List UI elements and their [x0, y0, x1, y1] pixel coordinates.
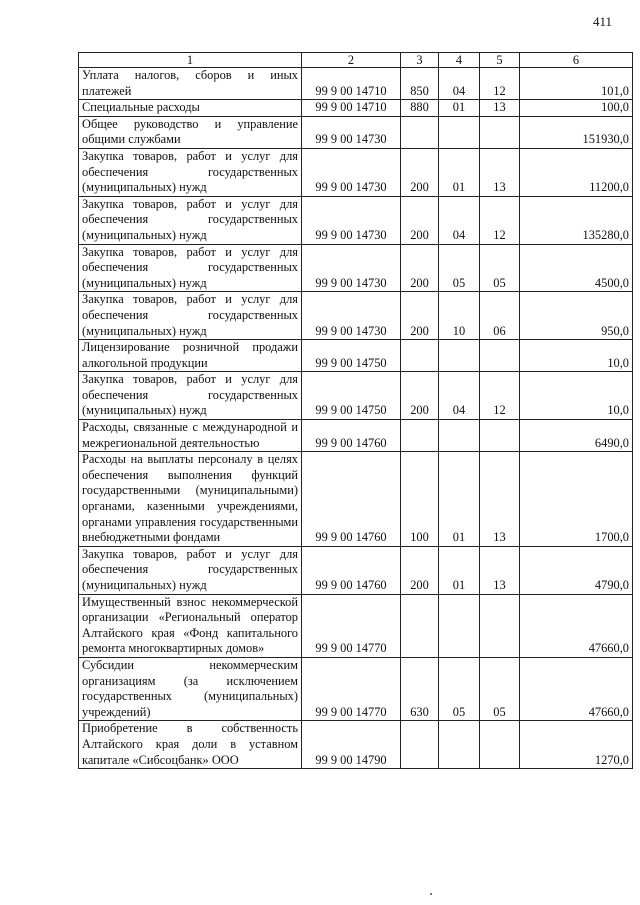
row-amount: 1700,0	[520, 452, 633, 547]
table-row	[79, 148, 633, 196]
row-amount: 6490,0	[520, 420, 633, 452]
row-amount: 151930,0	[520, 116, 633, 148]
header-col-4: 4	[439, 53, 480, 68]
row-expense-type: 100	[401, 452, 439, 547]
row-subsection	[480, 721, 520, 769]
row-name: Общее руководство и управление общими службами	[79, 116, 302, 148]
row-amount: 4500,0	[520, 244, 633, 292]
table-row	[79, 420, 633, 452]
table-row	[79, 116, 633, 148]
page-number: 411	[592, 14, 612, 29]
row-amount: 4790,0	[520, 546, 633, 594]
row-expense-type: 880	[401, 100, 439, 117]
row-section: 10	[439, 292, 480, 340]
row-expense-type: 200	[401, 292, 439, 340]
row-expense-type	[401, 420, 439, 452]
table-row	[79, 196, 633, 244]
row-expense-type: 200	[401, 372, 439, 420]
row-name: Имущественный взнос некоммерческой организации «Региональный оператор Алтайского края «Фонд капитального ремонта многоквартирных домов»	[79, 594, 302, 657]
table-row	[79, 372, 633, 420]
row-name: Закупка товаров, работ и услуг для обеспечения государственных (муниципальных) нужд	[79, 372, 302, 420]
header-col-6: 6	[520, 53, 633, 68]
header-col-5: 5	[480, 53, 520, 68]
table-row	[79, 594, 633, 657]
table-row	[79, 68, 633, 100]
row-section: 05	[439, 244, 480, 292]
row-section: 01	[439, 452, 480, 547]
row-amount: 101,0	[520, 68, 633, 100]
row-section	[439, 420, 480, 452]
row-name: Расходы, связанные с международной и межрегиональной деятельностью	[79, 420, 302, 452]
row-name: Закупка товаров, работ и услуг для обеспечения государственных (муниципальных) нужд	[79, 292, 302, 340]
row-name: Лицензирование розничной продажи алкогольной продукции	[79, 340, 302, 372]
budget-table	[78, 52, 633, 769]
table-row	[79, 452, 633, 547]
row-name: Закупка товаров, работ и услуг для обеспечения государственных (муниципальных) нужд	[79, 546, 302, 594]
row-target-article: 99 9 00 14730	[302, 292, 401, 340]
row-section: 05	[439, 657, 480, 720]
row-target-article: 99 9 00 14750	[302, 372, 401, 420]
row-section	[439, 721, 480, 769]
row-expense-type	[401, 116, 439, 148]
row-amount: 47660,0	[520, 657, 633, 720]
row-amount: 11200,0	[520, 148, 633, 196]
table-row	[79, 100, 633, 117]
row-subsection: 13	[480, 452, 520, 547]
table-row	[79, 657, 633, 720]
header-col-2: 2	[302, 53, 401, 68]
row-amount: 10,0	[520, 372, 633, 420]
row-subsection	[480, 116, 520, 148]
row-subsection: 05	[480, 657, 520, 720]
row-name: Субсидии некоммерческим организациям (за исключением государственных (муниципальных) учреждений)	[79, 657, 302, 720]
row-expense-type: 630	[401, 657, 439, 720]
row-subsection	[480, 594, 520, 657]
table-row	[79, 292, 633, 340]
row-name: Расходы на выплаты персоналу в целях обеспечения выполнения функций государственными (муниципальными) органами, казенными учреждениями, органами управления государственными внебюджетными фондами	[79, 452, 302, 547]
row-target-article: 99 9 00 14790	[302, 721, 401, 769]
row-expense-type	[401, 721, 439, 769]
row-expense-type	[401, 340, 439, 372]
row-target-article: 99 9 00 14770	[302, 594, 401, 657]
row-amount: 135280,0	[520, 196, 633, 244]
row-subsection: 13	[480, 546, 520, 594]
row-name: Приобретение в собственность Алтайского края доли в уставном капитале «Сибсоцбанк» ООО	[79, 721, 302, 769]
header-col-1: 1	[79, 53, 302, 68]
row-section: 01	[439, 148, 480, 196]
row-section: 04	[439, 372, 480, 420]
row-name: Закупка товаров, работ и услуг для обеспечения государственных (муниципальных) нужд	[79, 244, 302, 292]
table-row	[79, 721, 633, 769]
table-header	[79, 53, 633, 68]
row-section: 04	[439, 68, 480, 100]
row-amount: 10,0	[520, 340, 633, 372]
row-expense-type: 200	[401, 244, 439, 292]
row-section: 01	[439, 546, 480, 594]
row-target-article: 99 9 00 14710	[302, 68, 401, 100]
row-target-article: 99 9 00 14760	[302, 452, 401, 547]
row-target-article: 99 9 00 14760	[302, 420, 401, 452]
row-subsection: 13	[480, 148, 520, 196]
table-row	[79, 244, 633, 292]
row-section: 01	[439, 100, 480, 117]
row-name: Специальные расходы	[79, 100, 302, 117]
row-subsection: 12	[480, 372, 520, 420]
row-amount: 1270,0	[520, 721, 633, 769]
row-section: 04	[439, 196, 480, 244]
row-target-article: 99 9 00 14750	[302, 340, 401, 372]
row-target-article: 99 9 00 14710	[302, 100, 401, 117]
row-target-article: 99 9 00 14770	[302, 657, 401, 720]
row-expense-type: 200	[401, 148, 439, 196]
row-section	[439, 594, 480, 657]
row-name: Закупка товаров, работ и услуг для обеспечения государственных (муниципальных) нужд	[79, 196, 302, 244]
header-col-3: 3	[401, 53, 439, 68]
row-expense-type: 200	[401, 196, 439, 244]
row-name: Уплата налогов, сборов и иных платежей	[79, 68, 302, 100]
row-target-article: 99 9 00 14730	[302, 196, 401, 244]
scan-speck	[430, 893, 432, 895]
row-subsection: 06	[480, 292, 520, 340]
row-name: Закупка товаров, работ и услуг для обеспечения государственных (муниципальных) нужд	[79, 148, 302, 196]
row-target-article: 99 9 00 14730	[302, 148, 401, 196]
row-amount: 100,0	[520, 100, 633, 117]
row-expense-type	[401, 594, 439, 657]
row-subsection: 05	[480, 244, 520, 292]
row-target-article: 99 9 00 14760	[302, 546, 401, 594]
row-target-article: 99 9 00 14730	[302, 244, 401, 292]
row-subsection: 13	[480, 100, 520, 117]
header-row	[79, 53, 633, 68]
row-subsection: 12	[480, 68, 520, 100]
row-subsection	[480, 420, 520, 452]
table-row	[79, 546, 633, 594]
table-body	[79, 68, 633, 769]
row-subsection: 12	[480, 196, 520, 244]
row-expense-type: 200	[401, 546, 439, 594]
row-expense-type: 850	[401, 68, 439, 100]
row-section	[439, 116, 480, 148]
table-row	[79, 340, 633, 372]
row-amount: 47660,0	[520, 594, 633, 657]
row-amount: 950,0	[520, 292, 633, 340]
row-subsection	[480, 340, 520, 372]
row-target-article: 99 9 00 14730	[302, 116, 401, 148]
row-section	[439, 340, 480, 372]
